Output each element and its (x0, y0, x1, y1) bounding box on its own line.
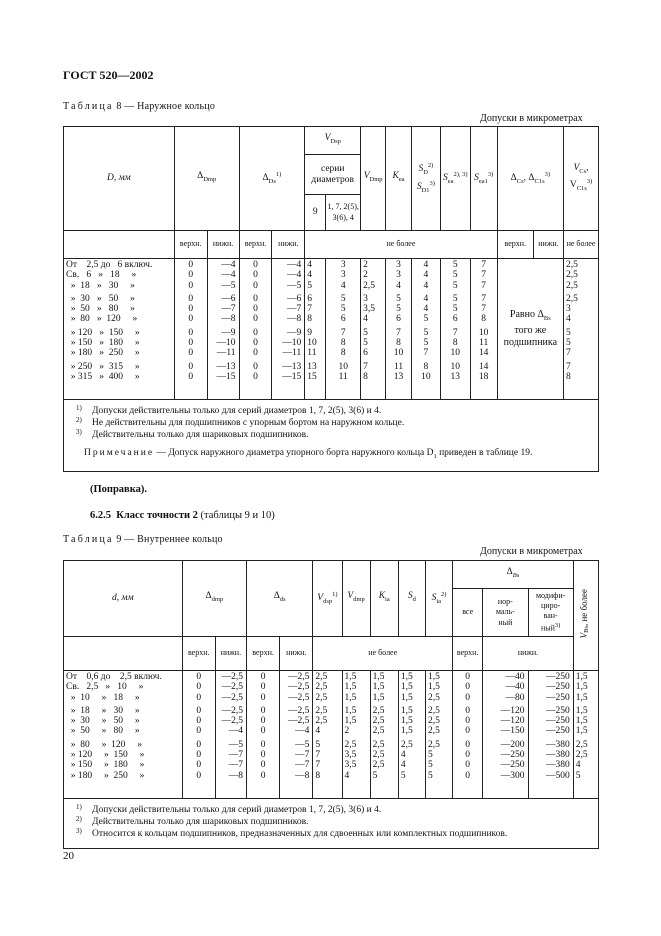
table9-header-sd: $S_d$ (398, 561, 425, 637)
table9-header-vbs: $V_{Bs}$, не более (573, 561, 598, 671)
table8-note: Примечание — Допуск наружного диаметра упорного борта наружного кольца $D_1$ приведен в таблице 19. (84, 448, 533, 460)
table8-col-upper-ds: 0 0 0 0 0 0 0 0 0 0 0 (239, 259, 272, 400)
table9-tolerance-note: Допуски в микрометрах (480, 546, 583, 557)
document-header: ГОСТ 520—2002 (63, 68, 154, 82)
table8-upper-cs-header: верхн. (497, 231, 533, 259)
table9-header-d: d, мм (64, 561, 183, 637)
table9-header-ddmp: $\Delta_{dmp}$ (182, 561, 246, 637)
table8-header-kea: $K_{ea}$ (386, 127, 412, 231)
table9-col-sia: 1,5 1,5 2,5 2,5 2,5 2,5 2,5 5 5 5 (425, 671, 452, 799)
table8-dcs-equal-note: Равно $\Delta_{Bs}$ того же подшипника (497, 259, 563, 400)
table8-col-vdsp-other: 3 3 4 5 5 6 7 8 8 10 11 (326, 259, 361, 400)
table8-col-lower-ds: —4 —4 —5 —6 —7 —8 —9 —10 —11 —13 —15 (272, 259, 305, 400)
table8-subheader-blank (64, 231, 175, 259)
table9-header-ds: $\Delta_{ds}$ (247, 561, 313, 637)
table8-col-lower-dmp: —4 —4 —5 —6 —7 —8 —9 —10 —11 —13 —15 (207, 259, 239, 400)
table9-col-d: От 0,6 до 2,5 включ. Св. 2,5 » 10 » » 10 » 18 » » 18 » 30 » » 30 » 50 » » 50 » 80 » » 80 » 120 » » 120 » 150 » » 150 » 180 » » 180 » 250 » (64, 671, 183, 799)
table8-col-sea1: 7 7 7 7 7 8 10 11 14 14 18 (470, 259, 497, 400)
table9-col-kia: 1,5 1,5 1,5 2,5 2,5 2,5 2,5 2,5 2,5 5 (370, 671, 398, 799)
table8-tolerance-note: Допуски в микрометрах (480, 113, 583, 124)
table9-col-vdmp: 1,5 1,5 1,5 1,5 1,5 2 2,5 3,5 3,5 4 (342, 671, 370, 799)
table9-header-kia: $K_{ia}$ (370, 561, 398, 637)
table9-footnote-3: 3) Относится к кольцам подшипников, предназначенных для сдвоенных или комплектных подшипников. (76, 827, 508, 839)
table9-footnote-1: 1) Допуски действительны только для серий диаметров 1, 7, 2(5), 3(6) и 4. (76, 803, 382, 815)
table8-header-series: серии диаметров (305, 155, 361, 195)
table8-col-upper-dmp: 0 0 0 0 0 0 0 0 0 0 0 (174, 259, 207, 400)
table8-header-sd: $S_D^{2)}$ $S_{D1}^{3)}$ (411, 127, 440, 231)
table8-upper-dmp-header: верхн. (174, 231, 207, 259)
table8-data (64, 259, 599, 400)
table8-col-sea: 5 5 5 5 5 6 7 8 10 10 13 (440, 259, 470, 400)
table9-lower-dmp-header: нижн. (215, 637, 246, 671)
table9-header-vdsp: $V_{dsp}^{1)}$ (313, 561, 342, 637)
table8-col-vcs: 2,5 2,5 2,5 2,5 3 4 5 5 7 7 8 (564, 259, 599, 400)
table9-footnotes (64, 799, 599, 849)
table9-caption-title: 9 — Внутреннее кольцо (116, 534, 223, 545)
table9-header-normal: нор- маль- ный (483, 589, 528, 637)
table8-col-sd: 4 4 4 4 4 5 5 5 7 8 10 (411, 259, 440, 400)
table9-subheader-blank (64, 637, 183, 671)
section-heading: 6.2.5 Класс точности 2 (таблицы 9 и 10) (90, 510, 275, 521)
table8-header-sea: $S_{ea}^{2), 3)}$ (440, 127, 470, 231)
table8-header-d: D, мм (64, 127, 175, 231)
table8-header-series-other: 1, 7, 2(5), 3(6), 4 (326, 195, 361, 231)
page-number: 20 (63, 850, 74, 862)
table8-lower-ds-header: нижн. (272, 231, 305, 259)
table9-col-vbs: 1,5 1,5 1,5 1,5 1,5 1,5 2,5 2,5 4 5 (573, 671, 598, 799)
table8-vcs-no-more-header: не более (564, 231, 599, 259)
table9-header-vdmp: $V_{dmp}$ (342, 561, 370, 637)
table8-header-dcs: $\Delta_{Cs}$, $\Delta_{C1s}^{3)}$ (497, 127, 563, 231)
table9-col-lower-ds: —2,5 —2,5 —2,5 —2,5 —2,5 —4 —5 —7 —7 —8 (280, 671, 313, 799)
table9-data (64, 671, 599, 799)
table8-footnotes (64, 400, 599, 472)
table8 (63, 126, 599, 472)
table9-caption-label: Таблица (63, 534, 114, 545)
table9-header-sia: $S_{ia}^{2)}$ (425, 561, 452, 637)
table9-lower-b-header: нижн. (483, 637, 574, 671)
table8-header-series-9: 9 (305, 195, 326, 231)
table9-header-db: $\Delta_{Bs}$ (453, 561, 574, 589)
table8-caption (63, 101, 215, 112)
table9-col-modified: —250 —250 —250 —250 —250 —250 —380 —380 —380 —500 (528, 671, 573, 799)
table8-header-vdmp: $V_{Dmp}$ (361, 127, 386, 231)
correction-note: (Поправка). (90, 484, 147, 495)
table9-header-modified: модифи- циро- ван- ный$^{3)}$ (528, 589, 573, 637)
table8-header-vcs: $V_{Cs}$, $V_{C1s}^{3)}$ (564, 127, 599, 231)
table9-header-all: все (453, 589, 483, 637)
table8-lower-cs-header: нижн. (533, 231, 563, 259)
table8-col-vdsp-9: 4 4 5 6 7 8 9 10 11 13 15 (305, 259, 326, 400)
table8-caption-label: Таблица (63, 101, 114, 112)
table8-lower-dmp-header: нижн. (207, 231, 239, 259)
table8-header-vdsp: $V_{Dsp}$ (305, 127, 361, 155)
table8-no-more-header: не более (305, 231, 497, 259)
table8-header-ddmp: $\Delta_{Dmp}$ (174, 127, 239, 231)
table8-header-sea1: $S_{ea1}^{3)}$ (470, 127, 497, 231)
table9-no-more-header: не более (313, 637, 453, 671)
table8-footnote-3: 3) Действительны только для шариковых подшипников. (76, 428, 309, 440)
table9 (63, 560, 599, 849)
table9-lower-ds-header: нижн. (280, 637, 313, 671)
table9-upper-dmp-header: верхн. (182, 637, 215, 671)
table8-col-kea: 3 3 4 5 5 6 7 8 10 11 13 (386, 259, 412, 400)
table8-caption-title: 8 — Наружное кольцо (116, 101, 216, 112)
table9-col-upper-ds: 0 0 0 0 0 0 0 0 0 0 (247, 671, 280, 799)
table9-col-sd: 1,5 1,5 1,5 1,5 1,5 1,5 2,5 4 4 5 (398, 671, 425, 799)
table8-col-vdmp: 2 2 2,5 3 3,5 4 5 5 6 7 8 (361, 259, 386, 400)
table9-footnote-2: 2) Действительны только для шариковых подшипников. (76, 815, 309, 827)
table9-col-lower-dmp: —2,5 —2,5 —2,5 —2,5 —2,5 —4 —5 —7 —7 —8 (215, 671, 246, 799)
table8-footnote-1: 1) Допуски действительны только для серий диаметров 1, 7, 2(5), 3(6) и 4. (76, 404, 382, 416)
table9-col-normal: —40 —40 —80 —120 —120 —150 —200 —250 —250 —300 (483, 671, 528, 799)
table8-header-ds: $\Delta_{Ds}^{1)}$ (239, 127, 305, 231)
table9-col-upper-dmp: 0 0 0 0 0 0 0 0 0 0 (182, 671, 215, 799)
table9-caption (63, 534, 223, 545)
table9-col-upper-b: 0 0 0 0 0 0 0 0 0 0 (453, 671, 483, 799)
table9-upper-b-header: верхн. (453, 637, 483, 671)
table8-footnote-2: 2) Не действительны для подшипников с упорным бортом на наружном кольце. (76, 416, 405, 428)
table8-col-d: От 2,5 до 6 включ. Св. 6 » 18 » » 18 » 30 » » 30 » 50 » » 50 » 80 » » 80 » 120 » » 120 » 150 » » 150 » 180 » » 180 » 250 » » 250 » 315 » » 315 » 400 » (64, 259, 175, 400)
table9-col-vdsp: 2,5 2,5 2,5 2,5 2,5 4 5 7 7 8 (313, 671, 342, 799)
table8-upper-ds-header: верхн. (239, 231, 272, 259)
table9-upper-ds-header: верхн. (247, 637, 280, 671)
